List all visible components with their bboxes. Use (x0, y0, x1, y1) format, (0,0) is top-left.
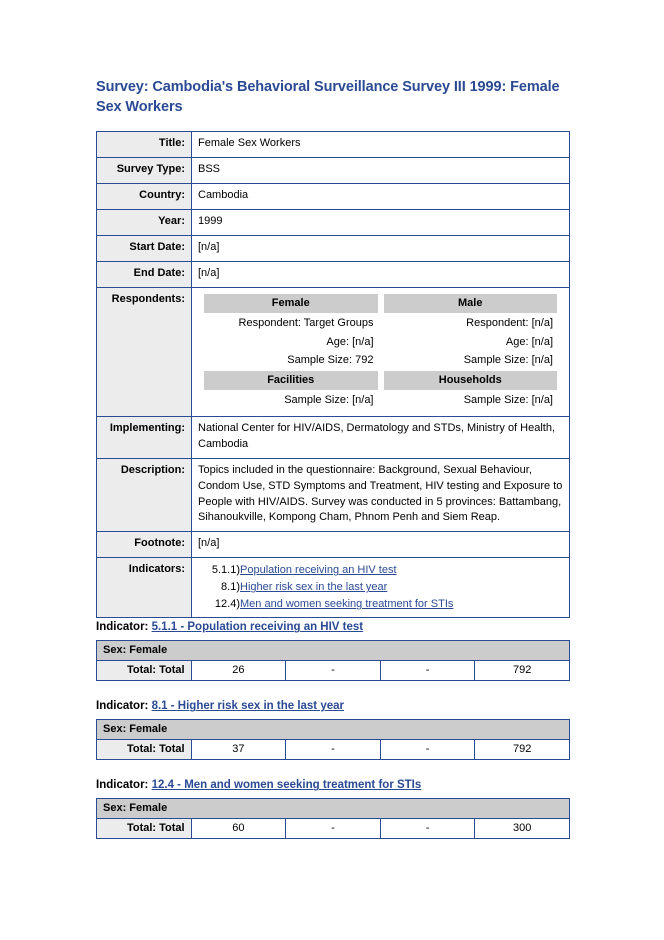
table-row (204, 315, 557, 332)
row-label-description: Description: (97, 458, 192, 532)
indicator-heading-link-1[interactable]: 5.1.1 - Population receiving an HIV test (151, 621, 364, 634)
table-row-implementing (97, 416, 570, 458)
row-label-implementing: Implementing: (97, 416, 192, 458)
table-row (97, 209, 570, 235)
row-value-footnote: [n/a] (192, 532, 570, 558)
data-cell-1-4: 792 (475, 661, 570, 681)
data-cell-2-2: - (286, 740, 381, 760)
row-label-start-date: Start Date: (97, 235, 192, 261)
indicator-data-table-3 (96, 798, 570, 839)
male-sample-size: Sample Size: [n/a] (463, 354, 553, 367)
table-row (97, 158, 570, 184)
indicator-heading-link-2[interactable]: 8.1 - Higher risk sex in the last year (151, 700, 344, 713)
respondents-header-male: Male (384, 294, 558, 314)
indicator-heading-1 (96, 621, 570, 633)
table-row-description (97, 458, 570, 532)
table-row (97, 261, 570, 287)
indicator-number-1: 5.1.1) (211, 564, 240, 577)
table-row (97, 132, 570, 158)
respondents-header-facilities: Facilities (204, 371, 378, 391)
group-label-1: Sex: Female (97, 641, 570, 661)
table-row-respondents (97, 287, 570, 416)
row-label-title: Title: (97, 132, 192, 158)
respondents-grid (198, 292, 563, 411)
table-row (97, 819, 570, 839)
table-row (97, 740, 570, 760)
page-title: Survey: Cambodia's Behavioral Surveillance Survey III 1999: Female Sex Workers (96, 79, 560, 115)
indicator-heading-prefix-1: Indicator: (96, 621, 149, 634)
document-page (96, 78, 570, 839)
row-label-respondents: Respondents: (97, 287, 192, 416)
table-row (204, 352, 557, 369)
group-header-row (97, 720, 570, 740)
table-row (97, 661, 570, 681)
row-value-implementing: National Center for HIV/AIDS, Dermatology and STDs, Ministry of Health, Cambodia (192, 416, 570, 458)
facilities-sample-size: Sample Size: [n/a] (284, 394, 374, 407)
indicator-heading-link-3[interactable]: 12.4 - Men and women seeking treatment for STIs (151, 779, 422, 792)
row-value-title: Female Sex Workers (192, 132, 570, 158)
indicators-list (198, 562, 563, 613)
respondents-header-row-2 (204, 371, 557, 391)
table-row (204, 392, 557, 409)
indicator-data-table-1 (96, 640, 570, 681)
indicator-heading-prefix-3: Indicator: (96, 779, 149, 792)
indicator-link-3[interactable]: Men and women seeking treatment for STIs (240, 598, 454, 611)
respondents-header-households: Households (384, 371, 558, 391)
table-row (204, 334, 557, 351)
indicator-heading-2 (96, 700, 570, 712)
female-age: Age: [n/a] (326, 335, 374, 348)
group-label-3: Sex: Female (97, 799, 570, 819)
row-value-year: 1999 (192, 209, 570, 235)
table-row (97, 184, 570, 210)
data-cell-2-1: 37 (191, 740, 286, 760)
indicator-heading-3 (96, 779, 570, 791)
female-respondent: Respondent: Target Groups (238, 317, 374, 330)
row-value-country: Cambodia (192, 184, 570, 210)
data-cell-3-3: - (380, 819, 475, 839)
female-sample-size: Sample Size: 792 (287, 354, 374, 367)
data-row-label-1: Total: Total (97, 661, 192, 681)
data-cell-3-4: 300 (475, 819, 570, 839)
data-cell-1-1: 26 (191, 661, 286, 681)
indicator-heading-prefix-2: Indicator: (96, 700, 149, 713)
male-respondent: Respondent: [n/a] (466, 317, 553, 330)
list-item (198, 596, 563, 613)
indicator-data-table-2 (96, 719, 570, 760)
indicator-link-2[interactable]: Higher risk sex in the last year (240, 581, 388, 594)
households-sample-size: Sample Size: [n/a] (463, 394, 553, 407)
group-header-row (97, 799, 570, 819)
data-cell-3-1: 60 (191, 819, 286, 839)
table-row (97, 235, 570, 261)
indicator-link-cell-1 (240, 562, 563, 579)
row-value-start-date: [n/a] (192, 235, 570, 261)
indicator-link-1[interactable]: Population receiving an HIV test (240, 564, 397, 577)
list-item (198, 579, 563, 596)
group-label-2: Sex: Female (97, 720, 570, 740)
respondents-header-row (204, 294, 557, 314)
indicator-number-2: 8.1) (221, 581, 240, 594)
row-label-survey-type: Survey Type: (97, 158, 192, 184)
group-header-row (97, 641, 570, 661)
row-value-description: Topics included in the questionnaire: Background, Sexual Behaviour, Condom Use, STD Symptoms and Treatment, HIV testing and Exposure to People with HIV/AIDS. Survey was conducted in 5 provinces: Battambang, Sihanoukville, Kompong Cham, Phnom Penh and Siem Reap. (192, 458, 570, 532)
data-cell-3-2: - (286, 819, 381, 839)
data-cell-2-4: 792 (475, 740, 570, 760)
data-cell-1-3: - (380, 661, 475, 681)
respondents-panel (192, 287, 570, 416)
row-label-indicators: Indicators: (97, 558, 192, 618)
row-label-end-date: End Date: (97, 261, 192, 287)
indicator-link-cell-2 (240, 579, 563, 596)
row-value-end-date: [n/a] (192, 261, 570, 287)
indicator-link-cell-3 (240, 596, 563, 613)
survey-info-table (96, 131, 570, 618)
table-row-footnote (97, 532, 570, 558)
data-cell-1-2: - (286, 661, 381, 681)
data-row-label-2: Total: Total (97, 740, 192, 760)
list-item (198, 562, 563, 579)
data-cell-2-3: - (380, 740, 475, 760)
table-row-indicators (97, 558, 570, 618)
row-value-survey-type: BSS (192, 158, 570, 184)
data-row-label-3: Total: Total (97, 819, 192, 839)
indicators-panel (192, 558, 570, 618)
indicator-number-3: 12.4) (214, 598, 240, 611)
row-label-year: Year: (97, 209, 192, 235)
respondents-header-female: Female (204, 294, 378, 314)
row-label-footnote: Footnote: (97, 532, 192, 558)
male-age: Age: [n/a] (505, 335, 553, 348)
row-label-country: Country: (97, 184, 192, 210)
